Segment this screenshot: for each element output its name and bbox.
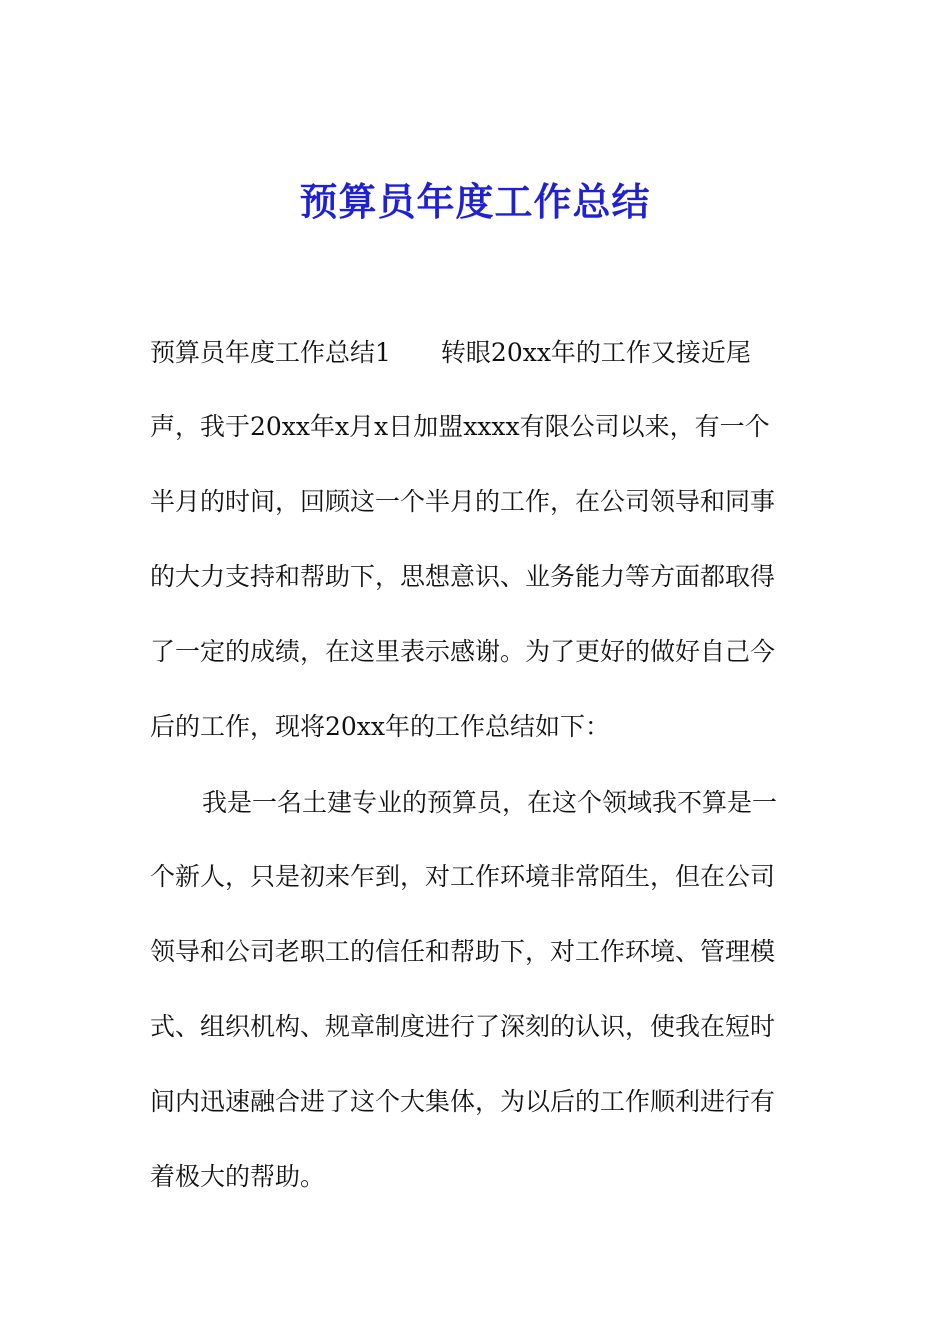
paragraph-line: 间内迅速融合进了这个大集体，为以后的工作顺利进行有 bbox=[150, 1087, 776, 1116]
paragraph-line: 我是一名土建专业的预算员，在这个领域我不算是一 bbox=[202, 788, 778, 817]
paragraph-line: 声，我于20xx年x月x日加盟xxxx有限公司以来，有一个 bbox=[150, 412, 770, 441]
paragraph-line: 的大力支持和帮助下，思想意识、业务能力等方面都取得 bbox=[150, 562, 776, 591]
paragraph-line: 后的工作，现将20xx年的工作总结如下： bbox=[150, 712, 611, 741]
paragraph-line: 了一定的成绩，在这里表示感谢。为了更好的做好自己今 bbox=[150, 637, 776, 666]
paragraph-line: 预算员年度工作总结1 转眼20xx年的工作又接近尾 bbox=[150, 338, 751, 367]
paragraph-line: 领导和公司老职工的信任和帮助下，对工作环境、管理模 bbox=[150, 937, 776, 966]
paragraph-line: 式、组织机构、规章制度进行了深刻的认识，使我在短时 bbox=[150, 1012, 776, 1041]
paragraph-line: 着极大的帮助。 bbox=[150, 1162, 326, 1191]
paragraph-line: 半月的时间，回顾这一个半月的工作，在公司领导和同事 bbox=[150, 487, 776, 516]
document-title: 预算员年度工作总结 bbox=[299, 179, 651, 224]
paragraph-line: 个新人，只是初来乍到，对工作环境非常陌生，但在公司 bbox=[150, 862, 776, 891]
